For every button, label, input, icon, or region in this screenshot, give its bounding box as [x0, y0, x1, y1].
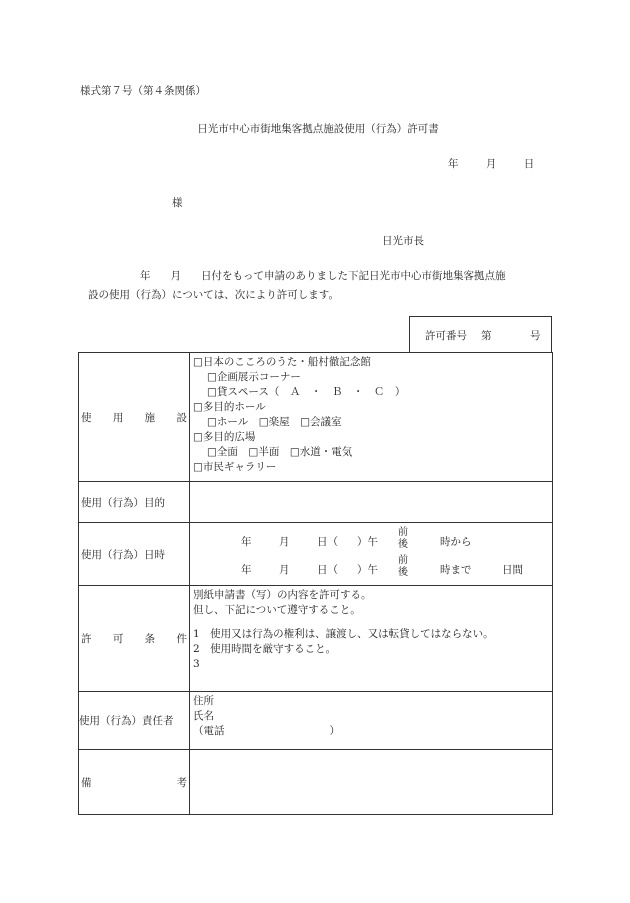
end-year: 年: [241, 564, 252, 576]
body-month: 月: [170, 270, 181, 282]
conditions-row: [79, 586, 553, 692]
purpose-label: 使用（行為）目的: [79, 482, 190, 523]
conditions-label-cell: [79, 586, 190, 692]
permit-number-label: 許可番号: [425, 330, 467, 342]
year-label: 年: [448, 158, 459, 170]
conditions-label: 許 可 条 件: [81, 633, 187, 645]
permit-number-box: [409, 316, 552, 352]
responsible-name: 氏名: [193, 710, 214, 722]
conditions-intro-1: 別紙申請書（写）の内容を許可する。: [193, 589, 372, 601]
facility-label-cell: [79, 353, 190, 482]
body-line-2: 設の使用（行為）については、次により許可します。: [88, 289, 339, 301]
datetime-row: [79, 523, 553, 586]
datetime-label: 使用（行為）日時: [79, 523, 190, 586]
start-day: 日（: [317, 536, 338, 548]
end-am-pm: 前 後: [398, 555, 408, 578]
duration-days: 日間: [502, 564, 523, 576]
form-number: 様式第７号（第４条関係）: [80, 85, 206, 97]
facility-option[interactable]: □貸スペース（ Ａ ・ Ｂ ・ Ｃ ）: [207, 386, 406, 398]
body-year: 年: [140, 270, 151, 282]
datetime-field[interactable]: [190, 523, 553, 586]
facility-option[interactable]: □多目的ホール: [193, 401, 266, 413]
body-text-1: 日付をもって申請のありました下記日光市中心市街地集客拠点施: [201, 270, 506, 282]
responsible-address: 住所: [193, 695, 214, 707]
addressee-suffix: 様: [172, 197, 183, 209]
end-day: 日（: [317, 564, 338, 576]
start-from: 時から: [440, 536, 472, 548]
end-until: 時まで: [440, 564, 472, 576]
month-label: 月: [485, 158, 497, 170]
facility-option[interactable]: □市民ギャラリー: [193, 461, 277, 473]
day-label: 日: [523, 158, 535, 170]
condition-item: 2 使用時間を厳守すること。: [193, 643, 337, 655]
end-close: ）午: [357, 564, 378, 576]
permit-number-prefix: 第: [481, 330, 492, 342]
facility-option[interactable]: □ホール □楽屋 □会議室: [207, 416, 342, 428]
responsible-label: 使用（行為）責任者: [79, 692, 190, 750]
datetime-start-line: [190, 526, 552, 554]
responsible-field[interactable]: [190, 692, 553, 750]
start-year: 年: [241, 536, 252, 548]
facility-options: [190, 353, 553, 482]
remarks-row: [79, 750, 553, 815]
responsible-row: [79, 692, 553, 750]
start-month: 月: [279, 536, 290, 548]
remarks-label-cell: [79, 750, 190, 815]
datetime-end-line: [190, 554, 552, 582]
conditions-text: [190, 586, 553, 692]
issue-date: [448, 156, 534, 171]
conditions-intro-2: 但し、下記について遵守すること。: [193, 604, 361, 616]
facility-option[interactable]: □日本のこころのうた・船村徹記念館: [193, 356, 371, 368]
facility-option[interactable]: □多目的広場: [193, 431, 256, 443]
facility-option[interactable]: □企画展示コーナー: [207, 371, 301, 383]
document-title: 日光市中心市街地集客拠点施設使用（行為）許可書: [197, 123, 439, 135]
facility-row: [79, 353, 553, 482]
purpose-field[interactable]: [190, 482, 553, 523]
purpose-row: [79, 482, 553, 523]
end-month: 月: [279, 564, 290, 576]
condition-item: 3: [193, 658, 200, 670]
condition-item: 1 使用又は行為の権利は、譲渡し、又は転貸してはならない。: [193, 628, 494, 640]
facility-option[interactable]: □全面 □半面 □水道・電気: [207, 446, 353, 458]
start-am-pm: 前 後: [398, 527, 408, 550]
facility-label: 使 用 施 設: [81, 411, 187, 424]
start-close: ）午: [357, 536, 378, 548]
permit-number-suffix: 号: [530, 330, 541, 342]
remarks-field[interactable]: [190, 750, 553, 815]
remarks-label: 備 考: [81, 776, 187, 789]
permit-table: [78, 352, 553, 815]
issuer: 日光市長: [382, 235, 424, 247]
responsible-phone: （電話 ）: [193, 725, 340, 737]
body-line-1: [140, 268, 506, 283]
